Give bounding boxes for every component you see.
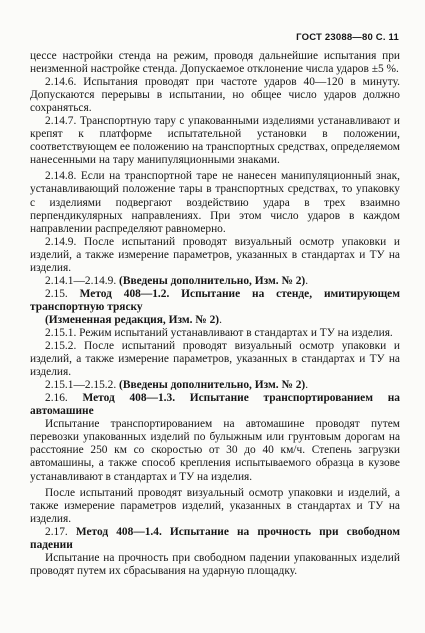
document-body	[30, 50, 400, 578]
paragraph-2-16-after: После испытаний проводят визуальный осмотр упаковки и изделий, а также измерение параметров изделий, указанных в стандартах и ТУ на изделия.	[30, 486, 400, 525]
section-heading-2-16: 2.16. Метод 408—1.3. Испытание транспортированием на автомашине	[30, 392, 400, 418]
paragraph-amendment-3: 2.15.1—2.15.2. (Введены дополнительно, Изм. № 2).	[45, 379, 309, 392]
paragraph-2-14-9: 2.14.9. После испытаний проводят визуальный осмотр упаковки и изделий, а также измерение параметров, указанных в стандартах и ТУ на изделия.	[30, 235, 400, 274]
section-heading-2-15: 2.15. Метод 408—1.2. Испытание на стенде, имитирующем транспортную тряску	[30, 287, 400, 313]
page-header: ГОСТ 23088—80 С. 11	[296, 32, 399, 43]
paragraph-2-14-8: 2.14.8. Если на транспортной таре не нанесен манипуляционный знак, устанавливающий положение тары в транспортных средствах, то упаковку с изделиями подвергают воздействию удара в трех взаимно перпендикулярных направлениях. При этом число ударов в каждом направлении распределяют равномерно.	[30, 170, 400, 235]
paragraph-2-14-6: 2.14.6. Испытания проводят при частоте ударов 40—120 в минуту. Допускаются перерывы в испытании, но общее число ударов должно сохраняться.	[30, 76, 400, 115]
paragraph-2-17-text: Испытание на прочность при свободном падении упакованных изделий проводят путем их сбрасывания на ударную площадку.	[30, 551, 400, 577]
paragraph-amendment-2: (Измененная редакция, Изм. № 2).	[45, 313, 222, 326]
paragraph-continuation: цессе настройки стенда на режим, проводя дальнейшие испытания при неизменной настройке стенда. Допускаемое отклонение числа ударов ±5 %.	[30, 50, 400, 76]
paragraph-2-15-2: 2.15.2. После испытаний проводят визуальный осмотр упаковки и изделий, а также измерение параметров, указанных в стандартах и ТУ на изделия.	[30, 340, 400, 379]
section-heading-2-17: 2.17. Метод 408—1.4. Испытание на прочность при свободном падении	[30, 525, 400, 551]
paragraph-amendment-1: 2.14.1—2.14.9. (Введены дополнительно, Изм. № 2).	[45, 274, 309, 287]
paragraph-2-16-text: Испытание транспортированием на автомашине проводят путем перевозки упакованных изделий по булыжным или грунтовым дорогам на расстояние 250 км со скоростью от 30 до 40 км/ч. Степень загрузки автомашины, а также способ крепления испытываемого образца в кузове устанавливают в стандартах и ТУ на изделия.	[30, 418, 400, 483]
paragraph-2-14-7: 2.14.7. Транспортную тару с упакованными изделиями устанавливают и крепят к платформе испытательной установки в положении, соответствующем ее положению на транспортных средствах, определяемом нанесенными на тару манипуляционными знаками.	[30, 115, 400, 167]
paragraph-2-15-1: 2.15.1. Режим испытаний устанавливают в стандартах и ТУ на изделия.	[45, 326, 393, 339]
